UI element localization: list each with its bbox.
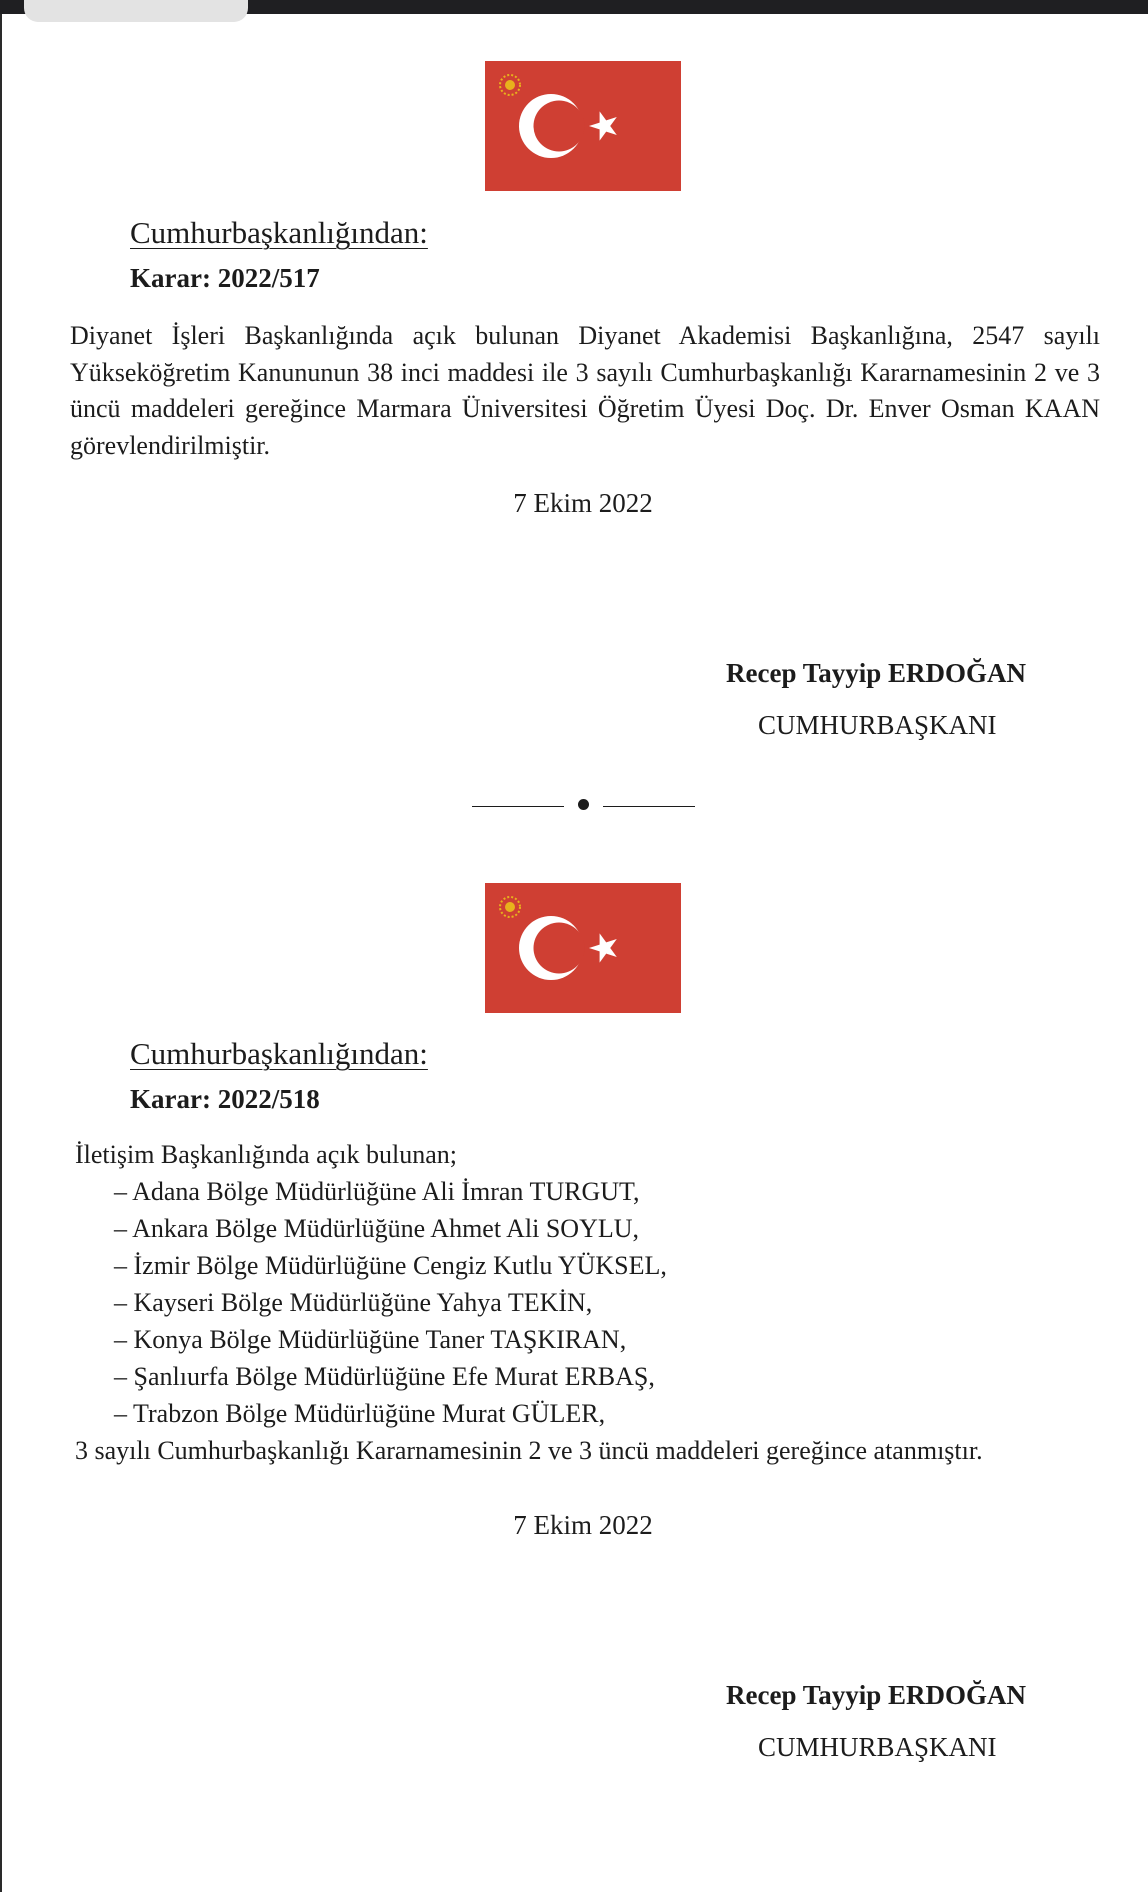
appointment-item: – Kayseri Bölge Müdürlüğüne Yahya TEKİN, bbox=[114, 1288, 593, 1317]
appointment-item: – Ankara Bölge Müdürlüğüne Ahmet Ali SOYLU, bbox=[114, 1214, 640, 1243]
appointment-item: – İzmir Bölge Müdürlüğüne Cengiz Kutlu YÜKSEL, bbox=[114, 1251, 667, 1280]
signer-name: Recep Tayyip ERDOĞAN bbox=[726, 1680, 1027, 1710]
heading: Cumhurbaşkanlığından: bbox=[130, 215, 428, 250]
decision-date: 7 Ekim 2022 bbox=[513, 488, 653, 518]
appointment-item: – Konya Bölge Müdürlüğüne Taner TAŞKIRAN, bbox=[114, 1325, 627, 1354]
presidential-flag-icon bbox=[485, 883, 681, 1013]
separator-dot bbox=[578, 799, 589, 810]
decision-number: Karar: 2022/518 bbox=[130, 1084, 320, 1114]
presidential-flag-icon bbox=[485, 61, 681, 191]
heading: Cumhurbaşkanlığından: bbox=[130, 1036, 428, 1071]
signer-title: CUMHURBAŞKANI bbox=[758, 1732, 997, 1762]
appointment-item: – Adana Bölge Müdürlüğüne Ali İmran TURGUT, bbox=[114, 1177, 640, 1206]
decision-date: 7 Ekim 2022 bbox=[513, 1510, 653, 1540]
signer-title: CUMHURBAŞKANI bbox=[758, 710, 997, 740]
decision-outro: 3 sayılı Cumhurbaşkanlığı Kararnamesinin 2 ve 3 üncü maddeleri gereğince atanmıştır. bbox=[75, 1436, 983, 1465]
signer-name: Recep Tayyip ERDOĞAN bbox=[726, 658, 1027, 688]
separator-line-right bbox=[603, 806, 695, 807]
separator-line-left bbox=[472, 806, 564, 807]
appointment-item: – Trabzon Bölge Müdürlüğüne Murat GÜLER, bbox=[114, 1399, 606, 1428]
decision-body: Diyanet İşleri Başkanlığında açık bulunan Diyanet Akademisi Başkanlığına, 2547 sayılı Yükseköğretim Kanununun 38 inci maddesi ile 3 sayılı Cumhurbaşkanlığı Kararnamesinin 2 ve 3 üncü maddeleri gereğince Marmara Üniversitesi Öğretim Üyesi Doç. Dr. Enver Osman KAAN görevlendirilmiştir. bbox=[70, 321, 1100, 460]
appointment-item: – Şanlıurfa Bölge Müdürlüğüne Efe Murat ERBAŞ, bbox=[114, 1362, 655, 1391]
decision-intro: İletişim Başkanlığında açık bulunan; bbox=[75, 1140, 457, 1169]
decision-number: Karar: 2022/517 bbox=[130, 263, 320, 293]
